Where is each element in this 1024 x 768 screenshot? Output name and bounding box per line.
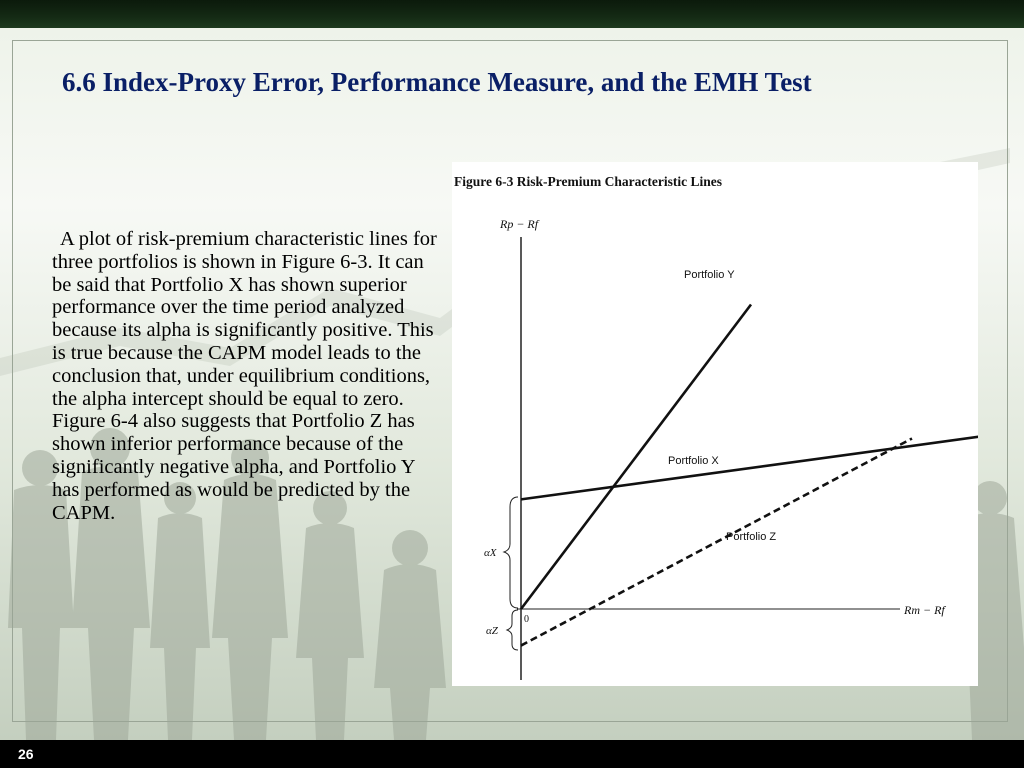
line-label-portfolio-y: Portfolio Y (684, 269, 735, 281)
risk-premium-characteristic-lines-figure (452, 162, 978, 686)
top-bar (0, 0, 1024, 28)
slide-title: 6.6 Index-Proxy Error, Performance Measure, and the EMH Test (62, 67, 812, 97)
alpha-z-brace (507, 610, 518, 650)
alpha-x-brace (504, 497, 518, 608)
characteristic-line-portfolio-z (521, 438, 912, 645)
page-number: 26 (18, 746, 34, 762)
x-axis-label: Rm − Rf (904, 603, 945, 617)
series-layer (521, 305, 978, 646)
alpha-z-label: αZ (486, 625, 498, 637)
bottom-bar (0, 740, 1024, 768)
body-paragraph: A plot of risk-premium characteristic lines for three portfolios is shown in Figure 6-3. It can be said that Portfolio X has shown superior performance over the time period analyzed because its alpha is significantly positive. This is true because the CAPM model leads to the conclusion that, under equilibrium conditions, the alpha intercept should be equal to zero. Figure 6-4 also suggests that Portfolio Z has shown inferior performance because of the significantly negative alpha, and Portfolio Y has performed as would be predicted by the CAPM. (52, 228, 437, 524)
characteristic-line-portfolio-x (521, 436, 978, 499)
line-label-portfolio-x: Portfolio X (668, 455, 719, 467)
line-label-portfolio-z: Portfolio Z (726, 531, 777, 543)
alpha-x-label: αX (484, 547, 497, 559)
y-axis-label: Rp − Rf (500, 217, 539, 231)
figure-caption: Figure 6-3 Risk-Premium Characteristic Lines (454, 174, 722, 189)
figure-panel (452, 162, 978, 686)
origin-label: 0 (524, 614, 529, 625)
